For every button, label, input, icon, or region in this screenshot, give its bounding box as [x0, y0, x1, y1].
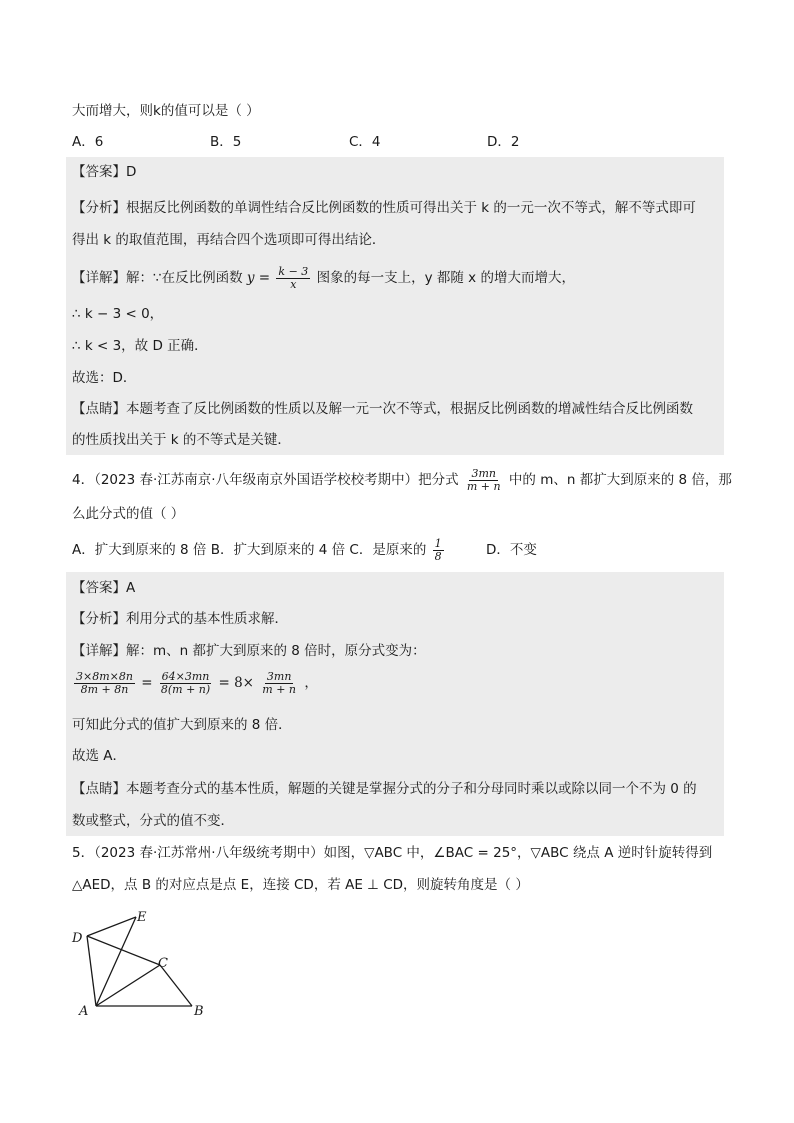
label-c: C — [158, 956, 168, 971]
q4-option-c-fraction — [433, 538, 444, 563]
q3-frac-num: k − 3 — [278, 264, 309, 278]
q4-stem-pre: 4．（2023 春·江苏南京·八年级南京外国语学校校考期中）把分式 — [72, 472, 459, 488]
q4-answer: 【答案】A — [72, 580, 136, 596]
q4-eq-f2-num: 64×3mn — [161, 670, 210, 683]
q3-analysis-line1: 【分析】根据反比例函数的单调性结合反比例函数的性质可得出关于 k 的一元一次不等式，解不等式即可 — [72, 200, 696, 216]
label-a: A — [79, 1004, 89, 1019]
label-d: D — [72, 931, 83, 946]
q3-func-y: y = — [246, 270, 271, 286]
q3-option-a: A．6 — [72, 134, 104, 150]
q3-detail — [72, 265, 575, 291]
q4-frac-den: m + n — [466, 479, 501, 493]
q3-option-d: D．2 — [487, 134, 520, 150]
q4-comment-line1: 【点睛】本题考查分式的基本性质，解题的关键是掌握分式的分子和分母同时乘以或除以同一个不为 0 的 — [72, 781, 697, 797]
q4-options — [72, 536, 672, 564]
q4-analysis: 【分析】利用分式的基本性质求解． — [72, 611, 288, 627]
q3-solution-block — [66, 157, 724, 455]
q4-stem-fraction — [465, 468, 503, 493]
q4-eq-f1-den: 8m + 8n — [80, 683, 129, 696]
q4-stem-line1 — [72, 466, 732, 494]
q3-comment-line1: 【点睛】本题考查了反比例函数的性质以及解一元一次不等式，根据反比例函数的增减性结合反比例函数 — [72, 401, 693, 417]
q3-option-c: C．4 — [349, 134, 381, 150]
q3-frac-den: x — [290, 277, 297, 291]
q4-eq-mid: = 8× — [218, 675, 254, 691]
q4-eq-f3-den: m + n — [262, 683, 297, 696]
q4-eq-f1-num: 3×8m×8n — [76, 670, 133, 683]
q4-detail: 【详解】解：m、n 都扩大到原来的 8 倍时，原分式变为： — [72, 643, 426, 659]
q5-stem-line2: △AED，点 B 的对应点是点 E，连接 CD，若 AE ⊥ CD，则旋转角度是（ ） — [72, 877, 529, 893]
q3-answer: 【答案】D — [72, 164, 137, 180]
q4-eq-f2-den: 8(m + n) — [160, 683, 211, 696]
q3-option-b: B．5 — [210, 134, 242, 150]
q3-comment-line2: 的性质找出关于 k 的不等式是关键． — [72, 432, 291, 448]
q4-eq-f3-num: 3mn — [266, 670, 292, 683]
q3-step1: ∴ k − 3 < 0， — [72, 306, 164, 322]
q3-options — [72, 133, 672, 151]
q4-equation: $\frac{3\times 8m\times 8n}{8m + 8n}$ = $\frac{64\times 3mn}{8(m + n)}$ = 8× $\frac{3mn}{m + n}$ ， — [76, 670, 318, 696]
segment-cb — [160, 965, 192, 1006]
q5-stem-line1: 5．（2023 春·江苏常州·八年级统考期中）如图，▽ABC 中，∠BAC = 25°，▽ABC 绕点 A 逆时针旋转得到 — [72, 845, 713, 861]
q4-eq-frac3 — [260, 671, 298, 696]
q4-solution-block — [66, 572, 724, 836]
label-b: B — [194, 1004, 204, 1019]
q4-options-abc: A．扩大到原来的 8 倍 B．扩大到原来的 4 倍 C．是原来的 — [72, 542, 427, 558]
q4-comment-line2: 数或整式，分式的值不变． — [72, 813, 234, 829]
q4-stem-line2: 么此分式的值（ ） — [72, 506, 185, 522]
q3-stem-tail: 大而增大，则k的值可以是（ ） — [72, 103, 260, 119]
q3-detail-post: 图象的每一支上，y 都随 x 的增大而增大， — [316, 270, 575, 286]
q4-choice: 故选 A． — [72, 748, 127, 764]
q4-opt-c-num: 1 — [434, 536, 442, 550]
segment-ad — [87, 936, 96, 1006]
q4-stem-post: 中的 m、n 都扩大到原来的 8 倍，那 — [508, 472, 732, 488]
q4-frac-num: 3mn — [471, 466, 496, 480]
q3-detail-pre: 【详解】解：∵在反比例函数 — [72, 270, 243, 286]
q3-choice: 故选：D． — [72, 370, 137, 386]
rotation-figure — [70, 905, 210, 1020]
q3-analysis-line2: 得出 k 的取值范围，再结合四个选项即可得出结论． — [72, 232, 386, 248]
q4-conclusion: 可知此分式的值扩大到原来的 8 倍． — [72, 717, 292, 733]
label-e: E — [137, 910, 147, 925]
q4-opt-c-den: 8 — [434, 549, 442, 563]
q4-option-d: D．不变 — [486, 542, 537, 558]
q4-eq-frac1 — [74, 671, 135, 696]
q4-eq-end: ， — [304, 675, 318, 691]
q4-eq-frac2 — [159, 671, 212, 696]
q3-func-fraction — [276, 266, 310, 291]
segment-cd — [87, 936, 160, 965]
q3-step2: ∴ k < 3，故 D 正确． — [72, 338, 208, 354]
